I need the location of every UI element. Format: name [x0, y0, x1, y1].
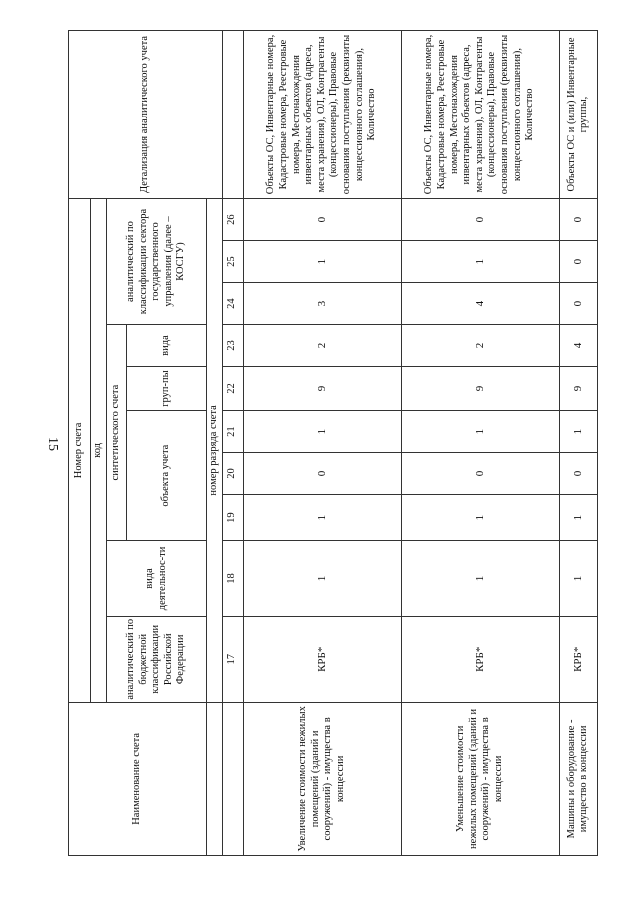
- column-number: 25: [222, 241, 243, 283]
- row-cell: 2: [401, 325, 559, 367]
- header-account-number: Номер счета: [69, 199, 91, 703]
- row-cell: 1: [559, 541, 597, 617]
- row-cell: 4: [559, 325, 597, 367]
- row-account-name: Уменьшение стоимости нежилых помещений (зданий и сооружений) - имущества в концессии: [401, 702, 559, 855]
- row-cell: 2: [243, 325, 401, 367]
- row-cell: 3: [243, 283, 401, 325]
- row-cell: 0: [559, 453, 597, 495]
- row-cell: 0: [559, 199, 597, 241]
- row-cell: 9: [559, 367, 597, 411]
- header-account-name: Наименование счета: [69, 702, 207, 855]
- row-detail: Объекты ОС, Инвентарные номера, Кадастровые номера, Реестровые номера, Местонахождения инвентарных объектов (адреса, места хранения), ОЛ, Контрагенты (концессионеры), Правовые основания поступления (реквизиты концессионного соглашения), Количество: [243, 31, 401, 199]
- row-cell: 0: [243, 453, 401, 495]
- row-detail: Объекты ОС, Инвентарные номера, Кадастровые номера, Реестровые номера, Местонахождения инвентарных объектов (адреса, места хранения), ОЛ, Контрагенты (концессионеры), Правовые основания поступления (реквизиты концессионного соглашения), Количество: [401, 31, 559, 199]
- column-number: 21: [222, 411, 243, 453]
- row-cell: 0: [401, 199, 559, 241]
- column-number: 18: [222, 541, 243, 617]
- row-cell: 4: [401, 283, 559, 325]
- row-cell: 1: [401, 241, 559, 283]
- rotated-table-wrapper: [68, 30, 598, 856]
- column-number-blank: [222, 31, 243, 199]
- row-account-name: Увеличение стоимости нежилых помещений (зданий и сооружений) - имущества в концессии: [243, 702, 401, 855]
- page-number: 15: [45, 437, 60, 451]
- column-number: 17: [222, 616, 243, 702]
- header-analytic-budget: аналитический по бюджетной классификации Российской Федерации: [107, 616, 207, 702]
- column-number: 24: [222, 283, 243, 325]
- header-blank: [207, 702, 223, 855]
- header-kind: вида: [127, 325, 207, 367]
- column-number: 22: [222, 367, 243, 411]
- header-activity-type: вида деятельнос-ти: [107, 541, 207, 617]
- row-cell: 0: [559, 241, 597, 283]
- row-cell: 0: [243, 199, 401, 241]
- row-cell: 9: [401, 367, 559, 411]
- column-number: 20: [222, 453, 243, 495]
- header-synthetic: синтетического счета: [107, 325, 127, 541]
- column-number: 26: [222, 199, 243, 241]
- table-row: [401, 31, 559, 856]
- header-digit-number: номер разряда счета: [207, 199, 223, 703]
- header-account-object: объекта учета: [127, 411, 207, 541]
- row-cell: 1: [559, 411, 597, 453]
- table-row: [243, 31, 401, 856]
- row-kbk: КРБ*: [243, 616, 401, 702]
- row-kbk: КРБ*: [559, 616, 597, 702]
- column-number: 23: [222, 325, 243, 367]
- row-account-name: Машины и оборудование - имущество в концессии: [559, 702, 597, 855]
- row-cell: 1: [401, 411, 559, 453]
- row-kbk: КРБ*: [401, 616, 559, 702]
- header-code: код: [91, 199, 107, 703]
- column-number-blank: [222, 702, 243, 855]
- row-cell: 1: [559, 495, 597, 541]
- row-cell: 0: [559, 283, 597, 325]
- row-cell: 0: [401, 453, 559, 495]
- row-cell: 9: [243, 367, 401, 411]
- header-analytic-sector: аналитический по классификации сектора государственного управления (далее – КОСГУ): [107, 199, 207, 325]
- row-cell: 1: [401, 495, 559, 541]
- row-cell: 1: [243, 541, 401, 617]
- row-cell: 1: [243, 241, 401, 283]
- accounts-table: [68, 30, 598, 856]
- row-detail: Объекты ОС и (или) Инвентарные группы,: [559, 31, 597, 199]
- row-cell: 1: [243, 495, 401, 541]
- header-group: груп-пы: [127, 367, 207, 411]
- table-row: [559, 31, 597, 856]
- row-cell: 1: [401, 541, 559, 617]
- header-detail: Детализация аналитического учета: [69, 31, 223, 199]
- row-cell: 1: [243, 411, 401, 453]
- column-number: 19: [222, 495, 243, 541]
